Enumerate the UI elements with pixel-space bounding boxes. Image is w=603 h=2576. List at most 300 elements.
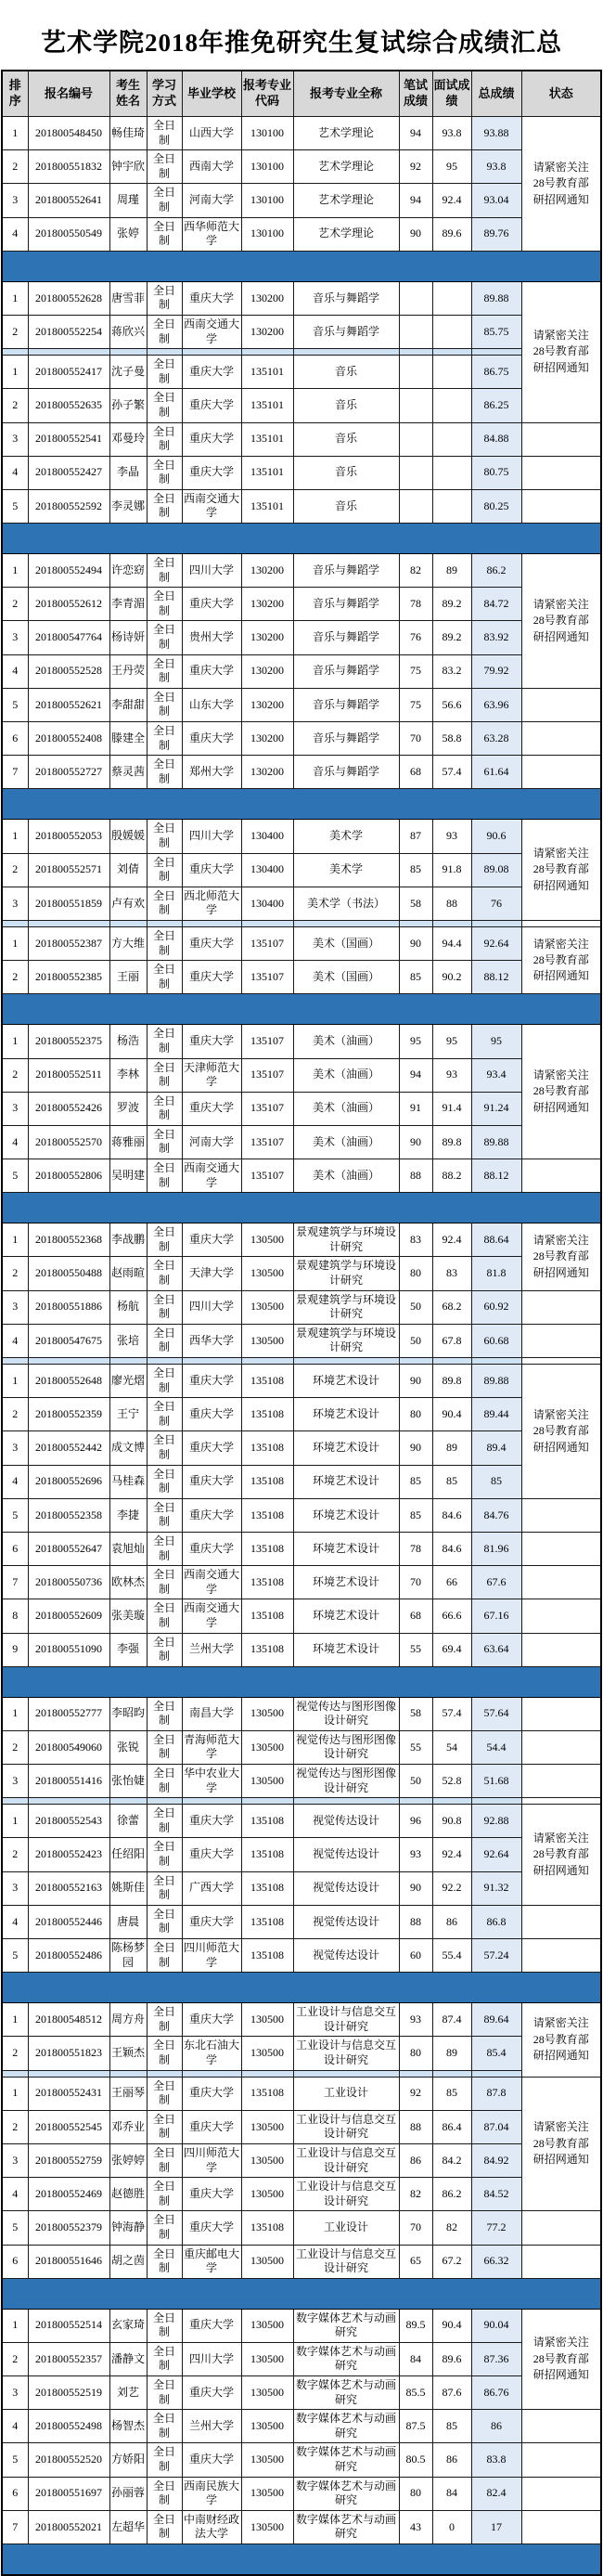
cell-written-score: 90 <box>399 1365 432 1398</box>
thin-divider-cell <box>147 2070 182 2077</box>
cell-candidate-name: 吴明建 <box>109 1159 147 1193</box>
cell-school: 西南交通大学 <box>182 1566 241 1599</box>
cell-rank: 2 <box>2 1058 28 1092</box>
cell-interview-score: 87.4 <box>432 2003 471 2037</box>
cell-total-score: 93.04 <box>471 184 521 217</box>
cell-registration-id: 201800552520 <box>28 2443 109 2477</box>
cell-major-name: 环境艺术设计 <box>293 1365 399 1398</box>
cell-major-name: 美术（油画） <box>293 1159 399 1193</box>
cell-school: 重庆大学 <box>182 281 241 315</box>
cell-candidate-name: 唐雪菲 <box>109 281 147 315</box>
table-header <box>2 71 601 117</box>
thin-divider-cell <box>28 2070 109 2077</box>
status-note: 请紧密关注28号教育部研招网通知 <box>532 2016 589 2063</box>
cell-school: 重庆大学 <box>182 1025 241 1058</box>
cell-total-score: 63.28 <box>471 722 521 756</box>
cell-status-empty <box>521 1599 601 1633</box>
table-row <box>2 2376 601 2410</box>
cell-status-empty <box>521 2245 601 2278</box>
section-divider-cell <box>2 1973 601 2003</box>
cell-status-empty <box>521 1290 601 1324</box>
table-row <box>2 2510 601 2544</box>
cell-school: 东北石油大学 <box>182 2037 241 2070</box>
cell-total-score: 86.76 <box>471 2376 521 2410</box>
table-row <box>2 2077 601 2110</box>
cell-rank: 3 <box>2 1092 28 1125</box>
cell-status-empty <box>521 1498 601 1532</box>
cell-registration-id: 201800552469 <box>28 2178 109 2211</box>
cell-candidate-name: 蒋雅丽 <box>109 1125 147 1159</box>
cell-registration-id: 201800552806 <box>28 1159 109 1193</box>
cell-written-score: 88 <box>399 1159 432 1193</box>
cell-rank: 4 <box>2 217 28 251</box>
table-row <box>2 1398 601 1431</box>
thin-divider-cell <box>293 920 399 926</box>
thin-divider-cell <box>109 1798 147 1805</box>
cell-school: 重庆大学 <box>182 853 241 887</box>
cell-school: 西南交通大学 <box>182 1159 241 1193</box>
cell-interview-score: 84.6 <box>432 1498 471 1532</box>
cell-school: 重庆大学 <box>182 2211 241 2245</box>
cell-written-score: 75 <box>399 654 432 688</box>
cell-rank: 3 <box>2 1290 28 1324</box>
cell-interview-score: 86 <box>432 2443 471 2477</box>
cell-status-empty <box>521 489 601 523</box>
cell-rank: 5 <box>2 2211 28 2245</box>
cell-written-score: 85 <box>399 1498 432 1532</box>
cell-rank: 9 <box>2 1633 28 1666</box>
cell-interview-score: 89.8 <box>432 1365 471 1398</box>
cell-rank: 4 <box>2 1125 28 1159</box>
thin-divider-cell <box>2 1358 28 1365</box>
thin-divider-cell <box>241 2070 293 2077</box>
cell-major-name: 工业设计 <box>293 2077 399 2110</box>
table-row <box>2 1324 601 1357</box>
cell-candidate-name: 张婷 <box>109 217 147 251</box>
cell-school: 四川师范大学 <box>182 2143 241 2177</box>
cell-registration-id: 201800552592 <box>28 489 109 523</box>
table-row <box>2 853 601 887</box>
section-divider-cell <box>2 994 601 1025</box>
section-divider-cell <box>2 1193 601 1223</box>
cell-major-code: 130100 <box>241 184 293 217</box>
cell-rank: 3 <box>2 1431 28 1465</box>
cell-major-code: 135108 <box>241 1871 293 1905</box>
cell-major-name: 美术学 <box>293 853 399 887</box>
cell-school: 重庆大学 <box>182 1431 241 1465</box>
cell-status-empty <box>521 456 601 489</box>
cell-study-mode: 全日制 <box>147 2376 182 2410</box>
thin-divider-status-cell <box>521 920 601 926</box>
cell-study-mode: 全日制 <box>147 2477 182 2510</box>
thin-divider-cell <box>471 2070 521 2077</box>
cell-major-code: 135108 <box>241 1599 293 1633</box>
cell-school: 重庆大学 <box>182 1092 241 1125</box>
cell-status-empty <box>521 722 601 756</box>
cell-total-score: 84.88 <box>471 422 521 456</box>
cell-major-code: 130200 <box>241 722 293 756</box>
cell-written-score: 92 <box>399 150 432 184</box>
table-row <box>2 1599 601 1633</box>
cell-major-name: 数字媒体艺术与动画研究 <box>293 2376 399 2410</box>
status-note: 请紧密关注28号教育部研招网通知 <box>532 160 589 206</box>
cell-written-score: 90 <box>399 1871 432 1905</box>
cell-total-score: 90.04 <box>471 2309 521 2342</box>
cell-interview-score: 56.6 <box>432 688 471 721</box>
cell-major-name: 视觉传达设计 <box>293 1838 399 1871</box>
cell-interview-score: 85 <box>432 1465 471 1498</box>
cell-written-score: 85.5 <box>399 2376 432 2410</box>
cell-school: 重庆大学 <box>182 1223 241 1257</box>
table-row <box>2 2477 601 2510</box>
cell-candidate-name: 赵德胜 <box>109 2178 147 2211</box>
thin-divider-cell <box>2 2070 28 2077</box>
cell-registration-id: 201800552621 <box>28 688 109 721</box>
thin-divider-row <box>2 920 601 926</box>
cell-candidate-name: 欧林杰 <box>109 1566 147 1599</box>
cell-status <box>521 1223 601 1290</box>
cell-status-empty <box>521 756 601 789</box>
cell-candidate-name: 成文博 <box>109 1431 147 1465</box>
cell-written-score: 70 <box>399 2211 432 2245</box>
cell-major-name: 景观建筑学与环境设计研究 <box>293 1257 399 1290</box>
cell-rank: 3 <box>2 1765 28 1798</box>
cell-major-code: 130200 <box>241 315 293 348</box>
cell-rank: 3 <box>2 887 28 920</box>
cell-status-empty <box>521 1765 601 1798</box>
cell-rank: 6 <box>2 722 28 756</box>
cell-total-score: 63.64 <box>471 1633 521 1666</box>
cell-study-mode: 全日制 <box>147 1159 182 1193</box>
cell-school: 西华大学 <box>182 1324 241 1357</box>
table-row <box>2 2309 601 2342</box>
cell-registration-id: 201800552543 <box>28 1805 109 1838</box>
cell-written-score: 80.5 <box>399 2443 432 2477</box>
table-row <box>2 2211 601 2245</box>
thin-divider-row <box>2 349 601 356</box>
table-row <box>2 2410 601 2443</box>
cell-candidate-name: 刘艺 <box>109 2376 147 2410</box>
cell-total-score: 63.96 <box>471 688 521 721</box>
thin-divider-cell <box>2 920 28 926</box>
cell-written-score: 80 <box>399 1257 432 1290</box>
cell-major-code: 130500 <box>241 2477 293 2510</box>
cell-major-code: 135108 <box>241 1498 293 1532</box>
cell-school: 重庆大学 <box>182 2178 241 2211</box>
cell-status-empty <box>521 688 601 721</box>
cell-registration-id: 201800552423 <box>28 1838 109 1871</box>
cell-major-name: 美术（油画） <box>293 1025 399 1058</box>
thin-divider-cell <box>471 1358 521 1365</box>
cell-registration-id: 201800552442 <box>28 1431 109 1465</box>
page <box>0 22 603 2576</box>
table-row <box>2 2342 601 2375</box>
cell-rank: 1 <box>2 117 28 150</box>
thin-divider-cell <box>293 1358 399 1365</box>
cell-registration-id: 201800547675 <box>28 1324 109 1357</box>
cell-written-score: 88 <box>399 1905 432 1938</box>
cell-candidate-name: 钟海静 <box>109 2211 147 2245</box>
section-divider-band <box>2 524 601 554</box>
table-row <box>2 1465 601 1498</box>
section-divider-cell <box>2 2544 601 2576</box>
table-row <box>2 688 601 721</box>
table-row <box>2 926 601 960</box>
cell-total-score: 84.76 <box>471 1498 521 1532</box>
table-row <box>2 1730 601 1764</box>
cell-registration-id: 201800550736 <box>28 1566 109 1599</box>
cell-major-code: 130400 <box>241 853 293 887</box>
cell-rank: 5 <box>2 688 28 721</box>
table-row <box>2 1058 601 1092</box>
cell-study-mode: 全日制 <box>147 588 182 621</box>
cell-candidate-name: 玄家琦 <box>109 2309 147 2342</box>
cell-study-mode: 全日制 <box>147 2410 182 2443</box>
cell-registration-id: 201800552163 <box>28 1871 109 1905</box>
section-divider-cell <box>2 789 601 820</box>
cell-study-mode: 全日制 <box>147 2309 182 2342</box>
cell-school: 郑州大学 <box>182 756 241 789</box>
cell-registration-id: 201800552635 <box>28 389 109 422</box>
cell-candidate-name: 孙丽蓉 <box>109 2477 147 2510</box>
cell-school: 重庆大学 <box>182 722 241 756</box>
cell-major-name: 景观建筑学与环境设计研究 <box>293 1223 399 1257</box>
cell-major-code: 135101 <box>241 389 293 422</box>
cell-interview-score: 88.2 <box>432 1159 471 1193</box>
cell-study-mode: 全日制 <box>147 389 182 422</box>
cell-major-code: 135108 <box>241 2211 293 2245</box>
cell-candidate-name: 唐晨 <box>109 1905 147 1938</box>
thin-divider-status-cell <box>521 1358 601 1365</box>
cell-rank: 7 <box>2 2510 28 2544</box>
cell-total-score: 51.68 <box>471 1765 521 1798</box>
cell-written-score: 78 <box>399 588 432 621</box>
cell-study-mode: 全日制 <box>147 926 182 960</box>
cell-interview-score: 84.2 <box>432 2143 471 2177</box>
cell-interview-score: 91.4 <box>432 1092 471 1125</box>
section-divider-cell <box>2 251 601 281</box>
cell-registration-id: 201800551697 <box>28 2477 109 2510</box>
cell-study-mode: 全日制 <box>147 820 182 853</box>
table-row <box>2 117 601 150</box>
status-note: 请紧密关注28号教育部研招网通知 <box>532 1233 589 1279</box>
cell-study-mode: 全日制 <box>147 2245 182 2278</box>
cell-candidate-name: 杨诗妍 <box>109 621 147 654</box>
cell-total-score: 85.75 <box>471 315 521 348</box>
cell-interview-score: 88 <box>432 887 471 920</box>
cell-registration-id: 201800552494 <box>28 554 109 588</box>
cell-written-score: 89.5 <box>399 2309 432 2342</box>
cell-rank: 8 <box>2 1599 28 1633</box>
cell-rank: 4 <box>2 1465 28 1498</box>
cell-major-code: 130500 <box>241 2110 293 2143</box>
cell-school: 重庆大学 <box>182 1465 241 1498</box>
cell-major-code: 130200 <box>241 756 293 789</box>
cell-rank: 2 <box>2 150 28 184</box>
cell-major-code: 130200 <box>241 588 293 621</box>
cell-candidate-name: 殷媛媛 <box>109 820 147 853</box>
cell-written-score: 94 <box>399 117 432 150</box>
cell-candidate-name: 姚斯佳 <box>109 1871 147 1905</box>
thin-divider-cell <box>293 1798 399 1805</box>
cell-total-score: 80.75 <box>471 456 521 489</box>
cell-candidate-name: 刘倩 <box>109 853 147 887</box>
cell-candidate-name: 陈杨梦园 <box>109 1939 147 1973</box>
cell-total-score: 84.92 <box>471 2143 521 2177</box>
cell-candidate-name: 潘静文 <box>109 2342 147 2375</box>
cell-major-code: 130500 <box>241 2143 293 2177</box>
cell-interview-score: 86 <box>432 1905 471 1938</box>
cell-interview-score: 68.2 <box>432 1290 471 1324</box>
cell-major-code: 130200 <box>241 688 293 721</box>
cell-study-mode: 全日制 <box>147 1290 182 1324</box>
cell-major-code: 135108 <box>241 1838 293 1871</box>
cell-school: 四川大学 <box>182 1290 241 1324</box>
cell-major-code: 135101 <box>241 356 293 389</box>
cell-interview-score: 67.2 <box>432 2245 471 2278</box>
cell-study-mode: 全日制 <box>147 117 182 150</box>
cell-study-mode: 全日制 <box>147 1566 182 1599</box>
table-row <box>2 1939 601 1973</box>
cell-study-mode: 全日制 <box>147 621 182 654</box>
cell-written-score: 58 <box>399 1697 432 1730</box>
cell-major-name: 数字媒体艺术与动画研究 <box>293 2510 399 2544</box>
cell-status <box>521 1805 601 1906</box>
cell-school: 四川大学 <box>182 554 241 588</box>
cell-study-mode: 全日制 <box>147 1939 182 1973</box>
cell-major-code: 130200 <box>241 554 293 588</box>
cell-total-score: 89.88 <box>471 1125 521 1159</box>
cell-written-score: 76 <box>399 621 432 654</box>
table-row <box>2 1697 601 1730</box>
cell-candidate-name: 杨浩 <box>109 1025 147 1058</box>
cell-major-name: 数字媒体艺术与动画研究 <box>293 2342 399 2375</box>
cell-interview-score <box>432 389 471 422</box>
cell-interview-score: 90.2 <box>432 961 471 994</box>
thin-divider-cell <box>432 349 471 356</box>
cell-study-mode: 全日制 <box>147 184 182 217</box>
table-row <box>2 887 601 920</box>
cell-written-score: 96 <box>399 1805 432 1838</box>
cell-total-score: 85.4 <box>471 2037 521 2070</box>
cell-interview-score: 95 <box>432 150 471 184</box>
cell-total-score: 93.8 <box>471 150 521 184</box>
cell-major-code: 130500 <box>241 1257 293 1290</box>
cell-rank: 4 <box>2 1324 28 1357</box>
cell-written-score: 82 <box>399 2178 432 2211</box>
cell-written-score: 82 <box>399 554 432 588</box>
cell-study-mode: 全日制 <box>147 2003 182 2037</box>
thin-divider-cell <box>182 1798 241 1805</box>
thin-divider-cell <box>2 349 28 356</box>
table-row <box>2 315 601 348</box>
cell-total-score: 93.4 <box>471 1058 521 1092</box>
cell-major-code: 135107 <box>241 1025 293 1058</box>
status-note: 请紧密关注28号教育部研招网通知 <box>532 329 589 374</box>
table-row <box>2 2245 601 2278</box>
cell-registration-id: 201800552357 <box>28 2342 109 2375</box>
cell-major-code: 130500 <box>241 2410 293 2443</box>
cell-major-code: 135107 <box>241 1092 293 1125</box>
table-row <box>2 756 601 789</box>
cell-status <box>521 2003 601 2077</box>
cell-interview-score: 69.4 <box>432 1633 471 1666</box>
cell-candidate-name: 左超华 <box>109 2510 147 2544</box>
cell-major-code: 135108 <box>241 1566 293 1599</box>
cell-rank: 3 <box>2 2376 28 2410</box>
cell-major-code: 135101 <box>241 489 293 523</box>
cell-major-name: 环境艺术设计 <box>293 1431 399 1465</box>
cell-study-mode: 全日制 <box>147 1697 182 1730</box>
cell-written-score <box>399 422 432 456</box>
cell-major-name: 音乐 <box>293 456 399 489</box>
cell-major-name: 音乐 <box>293 389 399 422</box>
thin-divider-cell <box>241 1358 293 1365</box>
cell-major-code: 135108 <box>241 1805 293 1838</box>
cell-candidate-name: 李甜甜 <box>109 688 147 721</box>
cell-candidate-name: 王丽琴 <box>109 2077 147 2110</box>
table-row <box>2 2443 601 2477</box>
cell-total-score: 60.92 <box>471 1290 521 1324</box>
cell-registration-id: 201800552368 <box>28 1223 109 1257</box>
cell-rank: 5 <box>2 1939 28 1973</box>
cell-interview-score: 83 <box>432 1257 471 1290</box>
cell-total-score: 67.16 <box>471 1599 521 1633</box>
cell-interview-score: 82 <box>432 2211 471 2245</box>
cell-school: 重庆大学 <box>182 356 241 389</box>
table-row <box>2 2003 601 2037</box>
cell-registration-id: 201800552648 <box>28 1365 109 1398</box>
cell-interview-score <box>432 281 471 315</box>
cell-school: 重庆大学 <box>182 1532 241 1565</box>
cell-rank: 1 <box>2 2309 28 2342</box>
cell-written-score: 88 <box>399 2110 432 2143</box>
cell-total-score: 88.12 <box>471 1159 521 1193</box>
cell-written-score: 80 <box>399 2477 432 2510</box>
cell-status-empty <box>521 1159 601 1193</box>
cell-interview-score: 89 <box>432 1431 471 1465</box>
cell-written-score: 50 <box>399 1765 432 1798</box>
cell-major-name: 工业设计与信息交互设计研究 <box>293 2245 399 2278</box>
cell-written-score: 80 <box>399 2037 432 2070</box>
cell-status-empty <box>521 1939 601 1973</box>
table-row <box>2 1532 601 1565</box>
cell-interview-score: 57.4 <box>432 756 471 789</box>
cell-interview-score: 90.4 <box>432 1398 471 1431</box>
cell-study-mode: 全日制 <box>147 756 182 789</box>
thin-divider-cell <box>432 920 471 926</box>
cell-interview-score: 85 <box>432 2410 471 2443</box>
table-row <box>2 722 601 756</box>
cell-status <box>521 1365 601 1499</box>
cell-registration-id: 201800551859 <box>28 887 109 920</box>
cell-interview-score <box>432 422 471 456</box>
cell-written-score: 85 <box>399 961 432 994</box>
status-note: 请紧密关注28号教育部研招网通知 <box>532 1068 589 1114</box>
cell-written-score: 94 <box>399 184 432 217</box>
cell-school: 重庆邮电大学 <box>182 2245 241 2278</box>
thin-divider-cell <box>241 1798 293 1805</box>
table-row <box>2 1257 601 1290</box>
cell-written-score: 83 <box>399 1223 432 1257</box>
cell-status <box>521 554 601 689</box>
cell-registration-id: 201800551090 <box>28 1633 109 1666</box>
cell-major-name: 音乐与舞蹈学 <box>293 281 399 315</box>
cell-major-code: 130100 <box>241 217 293 251</box>
cell-status <box>521 926 601 993</box>
cell-major-name: 工业设计与信息交互设计研究 <box>293 2003 399 2037</box>
thin-divider-cell <box>109 920 147 926</box>
